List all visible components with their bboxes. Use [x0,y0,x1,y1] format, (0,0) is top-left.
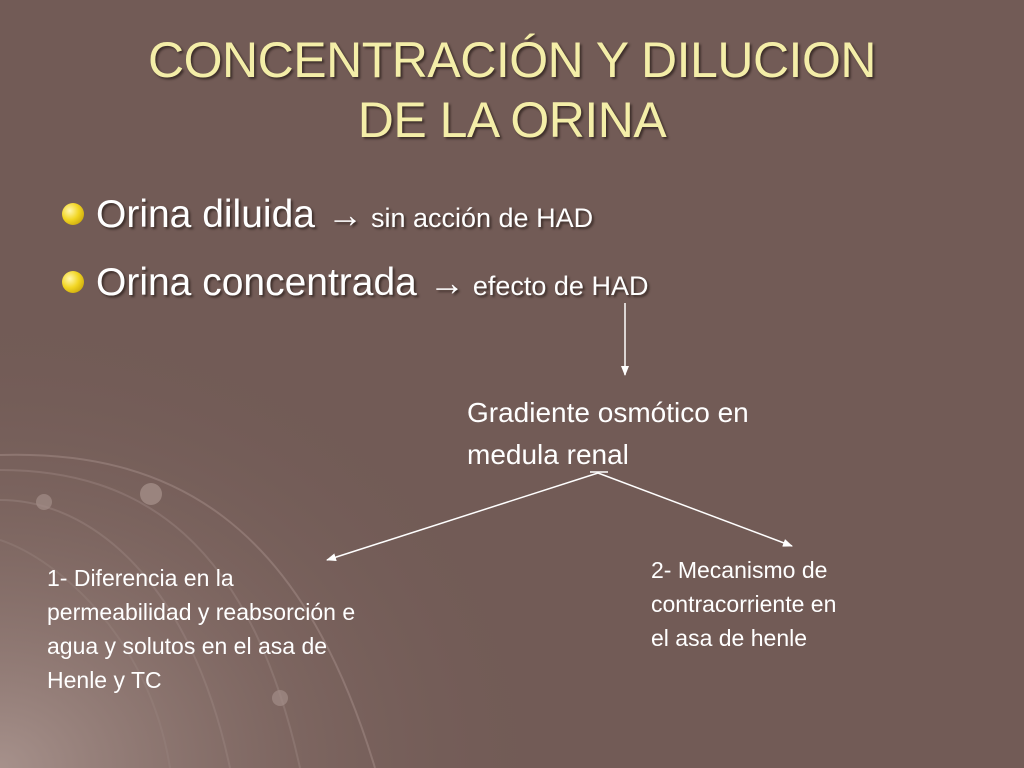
title-line-2: DE LA ORINA [357,92,667,148]
arrow-to-branch-right [598,473,792,546]
title-line-1: CONCENTRACIÓN Y DILUCION [148,32,876,88]
node-line: contracorriente en [651,591,837,617]
node-line: Henle y TC [47,667,162,693]
bullet-main-text: Orina diluida [96,193,315,236]
node-gradiente-osmotico [467,392,847,476]
bullet-detail-text: sin acción de HAD [370,203,594,233]
node-line: 2- Mecanismo de [651,557,828,583]
arrow-to-branch-left [327,473,598,560]
node-line: agua y solutos en el asa de [47,633,328,659]
bullet-main-text: Orina concentrada [96,261,417,304]
right-arrow-icon: → [428,262,465,303]
node-line: permeabilidad y reabsorción e [47,599,356,625]
node-line: Gradiente osmótico en [467,397,749,428]
node-diferencia-permeabilidad [47,561,447,697]
node-line: medula renal [467,439,629,470]
node-line: 1- Diferencia en la [47,565,234,591]
node-line: el asa de henle [651,625,808,651]
bullet-detail-text: efecto de HAD [472,271,649,301]
right-arrow-icon: → [326,194,363,235]
node-mecanismo-contracorriente [651,553,951,655]
